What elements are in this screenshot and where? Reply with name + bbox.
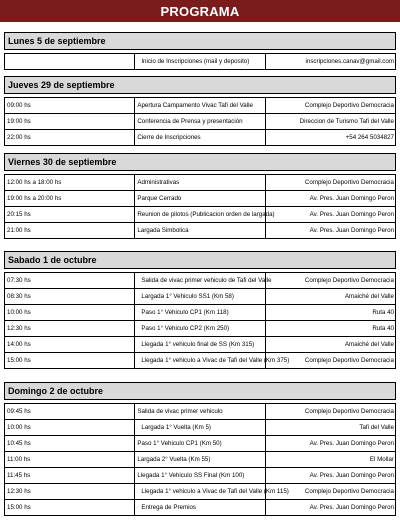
day-header: Domingo 2 de octubre xyxy=(5,383,396,400)
table-row xyxy=(5,484,396,500)
table-row xyxy=(5,273,396,289)
event-cell: Administrativas xyxy=(135,175,265,191)
place-cell: +54 264 5034827 xyxy=(265,130,395,146)
time-cell: 11:00 hs xyxy=(5,452,135,468)
event-cell: Largada 1° Vehiculo SS1 (Km 58) xyxy=(135,289,265,305)
event-cell: Salida de vivac primer vehiculo xyxy=(135,404,265,420)
time-cell: 15:00 hs xyxy=(5,353,135,369)
event-cell: Llegada 1° vehiculo a Vivac de Tafi del Valle (Km 375) xyxy=(135,353,265,369)
time-cell: 09:00 hs xyxy=(5,98,135,114)
place-cell: inscripciones.canav@gmail.com xyxy=(265,54,395,70)
day-header: Lunes 5 de septiembre xyxy=(5,33,396,50)
place-cell: Complejo Deportivo Democracia xyxy=(265,98,395,114)
event-cell: Llegada 1° vehiculo final de SS (Km 315) xyxy=(135,337,265,353)
place-cell: Amaiché del Valle xyxy=(265,289,395,305)
event-cell: Inicio de Inscripciones (mail y deposito) xyxy=(135,54,265,70)
event-cell: Paso 1° Vehiculo CP1 (Km 50) xyxy=(135,436,265,452)
table-row xyxy=(5,305,396,321)
place-cell: Av. Pres. Juan Domingo Peron xyxy=(265,436,395,452)
place-cell: Complejo Deportivo Democracia xyxy=(265,484,395,500)
event-cell: Paso 1° Vehiculo CP1 (Km 118) xyxy=(135,305,265,321)
place-cell: Av. Pres. Juan Domingo Peron xyxy=(265,191,395,207)
table-row xyxy=(5,420,396,436)
table-row xyxy=(5,54,396,70)
table-row xyxy=(5,114,396,130)
place-cell: Tafi del Valle xyxy=(265,420,395,436)
time-cell: 14:00 hs xyxy=(5,337,135,353)
table-row xyxy=(5,175,396,191)
place-cell: Ruta 40 xyxy=(265,305,395,321)
time-cell: 12:30 hs xyxy=(5,321,135,337)
event-cell: Entrega de Premios xyxy=(135,500,265,516)
time-cell: 12:00 hs a 18:00 hs xyxy=(5,175,135,191)
time-cell: 20:15 hs xyxy=(5,207,135,223)
table-row xyxy=(5,207,396,223)
day-header: Sabado 1 de octubre xyxy=(5,252,396,269)
place-cell: Amaiché del Valle xyxy=(265,337,395,353)
table-row xyxy=(5,353,396,369)
day-header: Viernes 30 de septiembre xyxy=(5,154,396,171)
table-row xyxy=(5,452,396,468)
event-cell: Cierre de Inscripciones xyxy=(135,130,265,146)
table-row xyxy=(5,289,396,305)
event-cell: Conferencia de Prensa y presentación xyxy=(135,114,265,130)
table-row xyxy=(5,98,396,114)
time-cell: 21:00 hs xyxy=(5,223,135,239)
table-row xyxy=(5,337,396,353)
time-cell: 19:00 hs xyxy=(5,114,135,130)
day-header: Jueves 29 de septiembre xyxy=(5,77,396,94)
day-table-viernes xyxy=(4,153,396,239)
table-row xyxy=(5,130,396,146)
time-cell: 19:00 hs a 20:00 hs xyxy=(5,191,135,207)
event-cell: Largada 2° Vuelta (Km 55) xyxy=(135,452,265,468)
table-row xyxy=(5,500,396,516)
time-cell: 08:30 hs xyxy=(5,289,135,305)
place-cell: Complejo Deportivo Democracia xyxy=(265,273,395,289)
place-cell: Complejo Deportivo Democracia xyxy=(265,175,395,191)
time-cell: 22:00 hs xyxy=(5,130,135,146)
time-cell: 07:30 hs xyxy=(5,273,135,289)
event-cell: Paso 1° Vehiculo CP2 (Km 250) xyxy=(135,321,265,337)
page-title: PROGRAMA xyxy=(0,0,400,22)
event-cell: Largada Simbolica xyxy=(135,223,265,239)
place-cell: Direccion de Turismo Tafi del Valle xyxy=(265,114,395,130)
event-cell: Llegada 1° vehiculo a Vivac de Tafi del Valle (Km 115) xyxy=(135,484,265,500)
time-cell xyxy=(5,54,135,70)
place-cell: Ruta 40 xyxy=(265,321,395,337)
time-cell: 10:00 hs xyxy=(5,420,135,436)
place-cell: Av. Pres. Juan Domingo Peron xyxy=(265,207,395,223)
day-table-domingo xyxy=(4,382,396,516)
table-row xyxy=(5,436,396,452)
table-row xyxy=(5,191,396,207)
day-table-jueves xyxy=(4,76,396,146)
place-cell: El Mollar xyxy=(265,452,395,468)
time-cell: 10:45 hs xyxy=(5,436,135,452)
place-cell: Av. Pres. Juan Domingo Peron xyxy=(265,500,395,516)
day-table-sabado xyxy=(4,251,396,369)
place-cell: Av. Pres. Juan Domingo Peron xyxy=(265,468,395,484)
time-cell: 11:45 hs xyxy=(5,468,135,484)
table-row xyxy=(5,468,396,484)
event-cell: Largada 1° Vuelta (Km 5) xyxy=(135,420,265,436)
event-cell: Reunion de pilotos (Publicacion orden de largada) xyxy=(135,207,265,223)
time-cell: 15:00 hs xyxy=(5,500,135,516)
table-row xyxy=(5,321,396,337)
event-cell: Parque Cerrado xyxy=(135,191,265,207)
time-cell: 12:30 hs xyxy=(5,484,135,500)
place-cell: Av. Pres. Juan Domingo Peron xyxy=(265,223,395,239)
table-row xyxy=(5,223,396,239)
event-cell: Salida de vivac primer vehiculo de Tafi del Valle xyxy=(135,273,265,289)
time-cell: 09:45 hs xyxy=(5,404,135,420)
table-row xyxy=(5,404,396,420)
day-table-lunes xyxy=(4,32,396,70)
event-cell: Apertura Campamento Vivac Tafi del Valle xyxy=(135,98,265,114)
event-cell: Llegada 1° Vehiculo SS Final (Km 100) xyxy=(135,468,265,484)
time-cell: 10:00 hs xyxy=(5,305,135,321)
place-cell: Complejo Deportivo Democracia xyxy=(265,353,395,369)
place-cell: Complejo Deportivo Democracia xyxy=(265,404,395,420)
